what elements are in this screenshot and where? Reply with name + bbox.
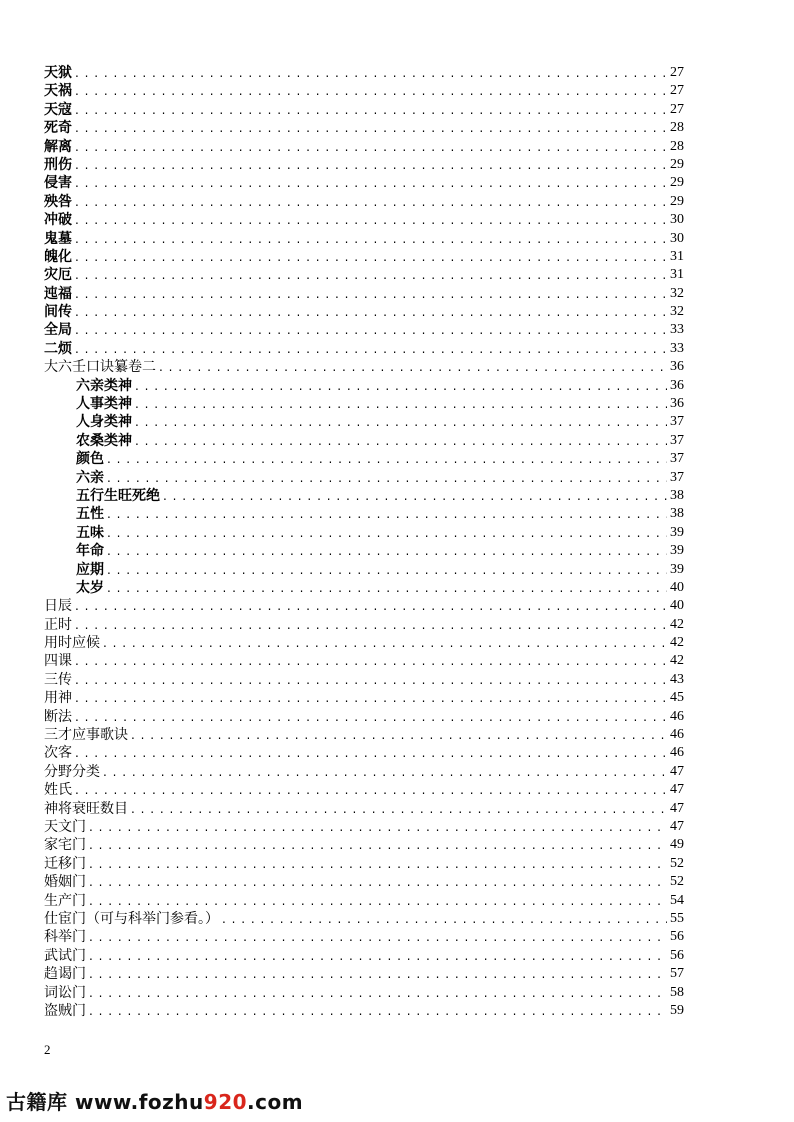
toc-entry-title: 五行生旺死绝 bbox=[76, 487, 160, 504]
toc-entry[interactable] bbox=[44, 174, 684, 192]
dot-leader bbox=[75, 101, 667, 119]
toc-entry[interactable] bbox=[44, 358, 684, 376]
toc-entry-title: 仕宦门（可与科举门参看。） bbox=[44, 910, 219, 927]
toc-entry-title: 天狱 bbox=[44, 64, 72, 81]
toc-entry-page: 27 bbox=[670, 101, 684, 117]
toc-entry-title: 大六壬口诀纂卷二 bbox=[44, 359, 156, 376]
toc-entry-title: 分野分类 bbox=[44, 763, 100, 780]
toc-entry[interactable] bbox=[44, 597, 684, 615]
toc-entry-page: 56 bbox=[670, 929, 684, 945]
toc-entry-page: 31 bbox=[670, 267, 684, 283]
toc-entry-page: 47 bbox=[670, 800, 684, 816]
toc-entry[interactable] bbox=[44, 616, 684, 634]
dot-leader bbox=[107, 524, 667, 542]
toc-entry-page: 36 bbox=[670, 396, 684, 412]
toc-entry[interactable] bbox=[44, 487, 684, 505]
toc-entry-title: 正时 bbox=[44, 616, 72, 633]
toc-entry-page: 46 bbox=[670, 745, 684, 761]
dot-leader bbox=[75, 597, 667, 615]
toc-entry[interactable] bbox=[44, 285, 684, 303]
toc-entry[interactable] bbox=[44, 82, 684, 100]
toc-entry[interactable] bbox=[44, 193, 684, 211]
toc-entry-page: 39 bbox=[670, 524, 684, 540]
dot-leader bbox=[75, 689, 667, 707]
toc-entry-page: 40 bbox=[670, 598, 684, 614]
toc-entry-title: 死奇 bbox=[44, 120, 72, 137]
toc-entry-page: 49 bbox=[670, 837, 684, 853]
dot-leader bbox=[75, 616, 667, 634]
toc-entry-title: 年命 bbox=[76, 543, 104, 560]
toc-entry[interactable] bbox=[44, 119, 684, 137]
toc-entry-page: 39 bbox=[670, 561, 684, 577]
dot-leader bbox=[75, 174, 667, 192]
watermark-url bbox=[75, 1090, 303, 1114]
toc-entry-title: 殃咎 bbox=[44, 193, 72, 210]
toc-entry-page: 42 bbox=[670, 653, 684, 669]
watermark-site-name: 古籍库 bbox=[6, 1090, 68, 1114]
toc-entry-title: 太岁 bbox=[76, 579, 104, 596]
dot-leader bbox=[135, 432, 667, 450]
toc-entry[interactable] bbox=[44, 965, 684, 983]
dot-leader bbox=[75, 230, 667, 248]
toc-entry-page: 43 bbox=[670, 671, 684, 687]
dot-leader bbox=[107, 561, 667, 579]
toc-entry-page: 39 bbox=[670, 543, 684, 559]
dot-leader bbox=[75, 781, 667, 799]
toc-entry-page: 55 bbox=[670, 910, 684, 926]
dot-leader bbox=[107, 450, 667, 468]
toc-entry-title: 断法 bbox=[44, 708, 72, 725]
dot-leader bbox=[222, 910, 667, 928]
dot-leader bbox=[131, 726, 667, 744]
toc-entry-page: 47 bbox=[670, 763, 684, 779]
dot-leader bbox=[89, 928, 667, 946]
dot-leader bbox=[163, 487, 667, 505]
toc-entry[interactable] bbox=[44, 910, 684, 928]
dot-leader bbox=[75, 82, 667, 100]
dot-leader bbox=[135, 395, 667, 413]
dot-leader bbox=[89, 873, 667, 891]
toc-entry-page: 45 bbox=[670, 690, 684, 706]
toc-entry[interactable] bbox=[44, 395, 684, 413]
toc-entry-title: 鬼墓 bbox=[44, 230, 72, 247]
watermark-url-prefix: www.fozhu bbox=[74, 1090, 204, 1114]
toc-entry-page: 38 bbox=[670, 506, 684, 522]
toc-entry[interactable] bbox=[44, 432, 684, 450]
toc-entry-page: 29 bbox=[670, 156, 684, 172]
toc-entry-page: 27 bbox=[670, 83, 684, 99]
dot-leader bbox=[89, 965, 667, 983]
toc-entry-title: 三才应事歌诀 bbox=[44, 727, 128, 744]
toc-entry[interactable] bbox=[44, 836, 684, 854]
toc-entry[interactable] bbox=[44, 947, 684, 965]
toc-entry-page: 59 bbox=[670, 1002, 684, 1018]
dot-leader bbox=[159, 358, 667, 376]
toc-entry[interactable] bbox=[44, 542, 684, 560]
toc-entry-page: 37 bbox=[670, 469, 684, 485]
dot-leader bbox=[103, 634, 667, 652]
toc-entry-page: 33 bbox=[670, 340, 684, 356]
toc-entry[interactable] bbox=[44, 763, 684, 781]
toc-entry-title: 解离 bbox=[44, 138, 72, 155]
dot-leader bbox=[75, 708, 667, 726]
toc-entry-page: 36 bbox=[670, 377, 684, 393]
toc-entry-title: 趋谒门 bbox=[44, 966, 86, 983]
toc-entry-page: 37 bbox=[670, 414, 684, 430]
toc-entry[interactable] bbox=[44, 708, 684, 726]
toc-entry-page: 29 bbox=[670, 175, 684, 191]
toc-entry-page: 37 bbox=[670, 451, 684, 467]
toc-entry[interactable] bbox=[44, 469, 684, 487]
toc-entry-page: 42 bbox=[670, 635, 684, 651]
toc-entry-page: 37 bbox=[670, 432, 684, 448]
toc-entry[interactable] bbox=[44, 211, 684, 229]
dot-leader bbox=[75, 156, 667, 174]
dot-leader bbox=[89, 892, 667, 910]
toc-entry-page: 33 bbox=[670, 322, 684, 338]
toc-entry[interactable] bbox=[44, 230, 684, 248]
toc-entry-title: 词讼门 bbox=[44, 984, 86, 1001]
toc-entry-title: 科举门 bbox=[44, 929, 86, 946]
toc-entry-page: 30 bbox=[670, 230, 684, 246]
toc-entry-page: 29 bbox=[670, 193, 684, 209]
toc-entry-page: 57 bbox=[670, 966, 684, 982]
toc-entry-title: 灾厄 bbox=[44, 267, 72, 284]
toc-entry-page: 38 bbox=[670, 487, 684, 503]
toc-entry[interactable] bbox=[44, 1002, 684, 1020]
dot-leader bbox=[89, 947, 667, 965]
toc-entry-title: 全局 bbox=[44, 322, 72, 339]
toc-entry-title: 天文门 bbox=[44, 819, 86, 835]
toc-entry-title: 颜色 bbox=[76, 451, 104, 468]
toc-entry-title: 间传 bbox=[44, 304, 72, 321]
toc-entry[interactable] bbox=[44, 653, 684, 671]
toc-entry-title: 二烦 bbox=[44, 340, 72, 357]
dot-leader bbox=[89, 984, 667, 1002]
dot-leader bbox=[89, 855, 667, 873]
toc-entry[interactable] bbox=[44, 984, 684, 1002]
dot-leader bbox=[75, 671, 667, 689]
toc-entry-title: 人身类神 bbox=[76, 414, 132, 431]
toc-entry[interactable] bbox=[44, 873, 684, 891]
watermark-url-suffix: .com bbox=[247, 1090, 304, 1114]
toc-entry-page: 47 bbox=[670, 819, 684, 834]
page-number: 2 bbox=[44, 1042, 51, 1057]
dot-leader bbox=[75, 285, 667, 303]
toc-entry[interactable] bbox=[44, 579, 684, 597]
dot-leader bbox=[107, 579, 667, 597]
watermark-url-accent: 920 bbox=[203, 1090, 248, 1114]
toc-entry-title: 迁移门 bbox=[44, 855, 86, 872]
toc-entry-page: 32 bbox=[670, 304, 684, 320]
toc-entry-page: 40 bbox=[670, 579, 684, 595]
toc-entry-title: 迍福 bbox=[44, 285, 72, 302]
toc-entry-page: 56 bbox=[670, 947, 684, 963]
toc-entry-title: 天祸 bbox=[44, 83, 72, 100]
dot-leader bbox=[75, 266, 667, 284]
toc-entry[interactable] bbox=[44, 689, 684, 707]
toc-entry[interactable] bbox=[44, 156, 684, 174]
toc-entry[interactable] bbox=[44, 450, 684, 468]
toc-entry-title: 天寇 bbox=[44, 101, 72, 118]
toc-entry[interactable] bbox=[44, 726, 684, 744]
toc-entry-title: 五味 bbox=[76, 524, 104, 541]
dot-leader bbox=[135, 377, 667, 395]
dot-leader bbox=[75, 321, 667, 339]
toc-entry[interactable] bbox=[44, 781, 684, 799]
dot-leader bbox=[89, 1002, 667, 1020]
dot-leader bbox=[75, 652, 667, 670]
toc-entry[interactable] bbox=[44, 64, 684, 82]
toc-entry-title: 应期 bbox=[76, 561, 104, 578]
toc-entry-page: 30 bbox=[670, 212, 684, 228]
toc-entry[interactable] bbox=[44, 248, 684, 266]
toc-entry[interactable] bbox=[44, 928, 684, 946]
toc-entry-page: 58 bbox=[670, 984, 684, 1000]
toc-entry-page: 42 bbox=[670, 616, 684, 632]
toc-entry-page: 31 bbox=[670, 248, 684, 264]
toc-entry[interactable] bbox=[44, 101, 684, 119]
toc-entry-page: 28 bbox=[670, 120, 684, 136]
dot-leader bbox=[135, 413, 667, 431]
toc-entry[interactable] bbox=[44, 671, 684, 689]
toc-entry[interactable] bbox=[44, 303, 684, 321]
toc-entry-page: 28 bbox=[670, 138, 684, 154]
toc-entry[interactable] bbox=[44, 744, 684, 762]
toc-entry-title: 农桑类神 bbox=[76, 432, 132, 449]
toc-entry-title: 次客 bbox=[44, 745, 72, 762]
toc-entry-title: 用神 bbox=[44, 690, 72, 707]
dot-leader bbox=[75, 138, 667, 156]
dot-leader bbox=[131, 800, 667, 818]
toc-entry-page: 36 bbox=[670, 359, 684, 375]
toc-entry[interactable] bbox=[44, 321, 684, 339]
table-of-contents bbox=[44, 64, 684, 1020]
toc-entry[interactable] bbox=[44, 138, 684, 156]
toc-entry-title: 武试门 bbox=[44, 947, 86, 964]
dot-leader bbox=[107, 542, 667, 560]
site-watermark bbox=[6, 1086, 303, 1115]
dot-leader bbox=[75, 303, 667, 321]
toc-entry[interactable] bbox=[44, 340, 684, 358]
toc-entry-title: 三传 bbox=[44, 671, 72, 688]
toc-entry-title: 六亲 bbox=[76, 469, 104, 486]
toc-entry-title: 婚姻门 bbox=[44, 874, 86, 891]
toc-entry[interactable] bbox=[44, 818, 684, 836]
dot-leader bbox=[75, 193, 667, 211]
dot-leader bbox=[75, 64, 667, 82]
toc-entry-title: 神将衰旺数目 bbox=[44, 800, 128, 817]
toc-entry-page: 27 bbox=[670, 64, 684, 80]
toc-entry[interactable] bbox=[44, 524, 684, 542]
toc-entry[interactable] bbox=[44, 266, 684, 284]
toc-entry-page: 47 bbox=[670, 782, 684, 798]
toc-entry-title: 家宅门 bbox=[44, 837, 86, 854]
dot-leader bbox=[89, 836, 667, 854]
toc-entry[interactable] bbox=[44, 892, 684, 910]
toc-entry[interactable] bbox=[44, 634, 684, 652]
dot-leader bbox=[75, 340, 667, 358]
toc-entry-page: 52 bbox=[670, 874, 684, 890]
dot-leader bbox=[75, 744, 667, 762]
toc-entry-title: 人事类神 bbox=[76, 396, 132, 413]
toc-entry[interactable] bbox=[44, 561, 684, 579]
toc-entry-title: 用时应候 bbox=[44, 635, 100, 652]
toc-entry-title: 侵害 bbox=[44, 175, 72, 192]
toc-entry-page: 52 bbox=[670, 855, 684, 871]
toc-entry[interactable] bbox=[44, 377, 684, 395]
toc-entry-page: 46 bbox=[670, 727, 684, 743]
dot-leader bbox=[75, 248, 667, 266]
toc-entry-page: 46 bbox=[670, 708, 684, 724]
toc-entry-title: 刑伤 bbox=[44, 156, 72, 173]
toc-entry-title: 魄化 bbox=[44, 248, 72, 265]
dot-leader bbox=[75, 211, 667, 229]
toc-entry-page: 32 bbox=[670, 285, 684, 301]
toc-entry-title: 姓氏 bbox=[44, 782, 72, 799]
toc-entry-page: 54 bbox=[670, 892, 684, 908]
toc-entry-title: 四课 bbox=[44, 653, 72, 670]
dot-leader bbox=[107, 469, 667, 487]
dot-leader bbox=[107, 505, 667, 523]
dot-leader bbox=[89, 818, 667, 836]
dot-leader bbox=[103, 763, 667, 781]
toc-entry-title: 六亲类神 bbox=[76, 377, 132, 394]
toc-entry-title: 生产门 bbox=[44, 892, 86, 909]
toc-entry[interactable] bbox=[44, 505, 684, 523]
toc-entry[interactable] bbox=[44, 855, 684, 873]
toc-entry[interactable] bbox=[44, 413, 684, 431]
toc-entry-title: 五性 bbox=[76, 506, 104, 523]
toc-entry-title: 日辰 bbox=[44, 598, 72, 615]
toc-entry-title: 盗贼门 bbox=[44, 1002, 86, 1019]
toc-entry-title: 冲破 bbox=[44, 212, 72, 229]
toc-entry[interactable] bbox=[44, 800, 684, 818]
dot-leader bbox=[75, 119, 667, 137]
